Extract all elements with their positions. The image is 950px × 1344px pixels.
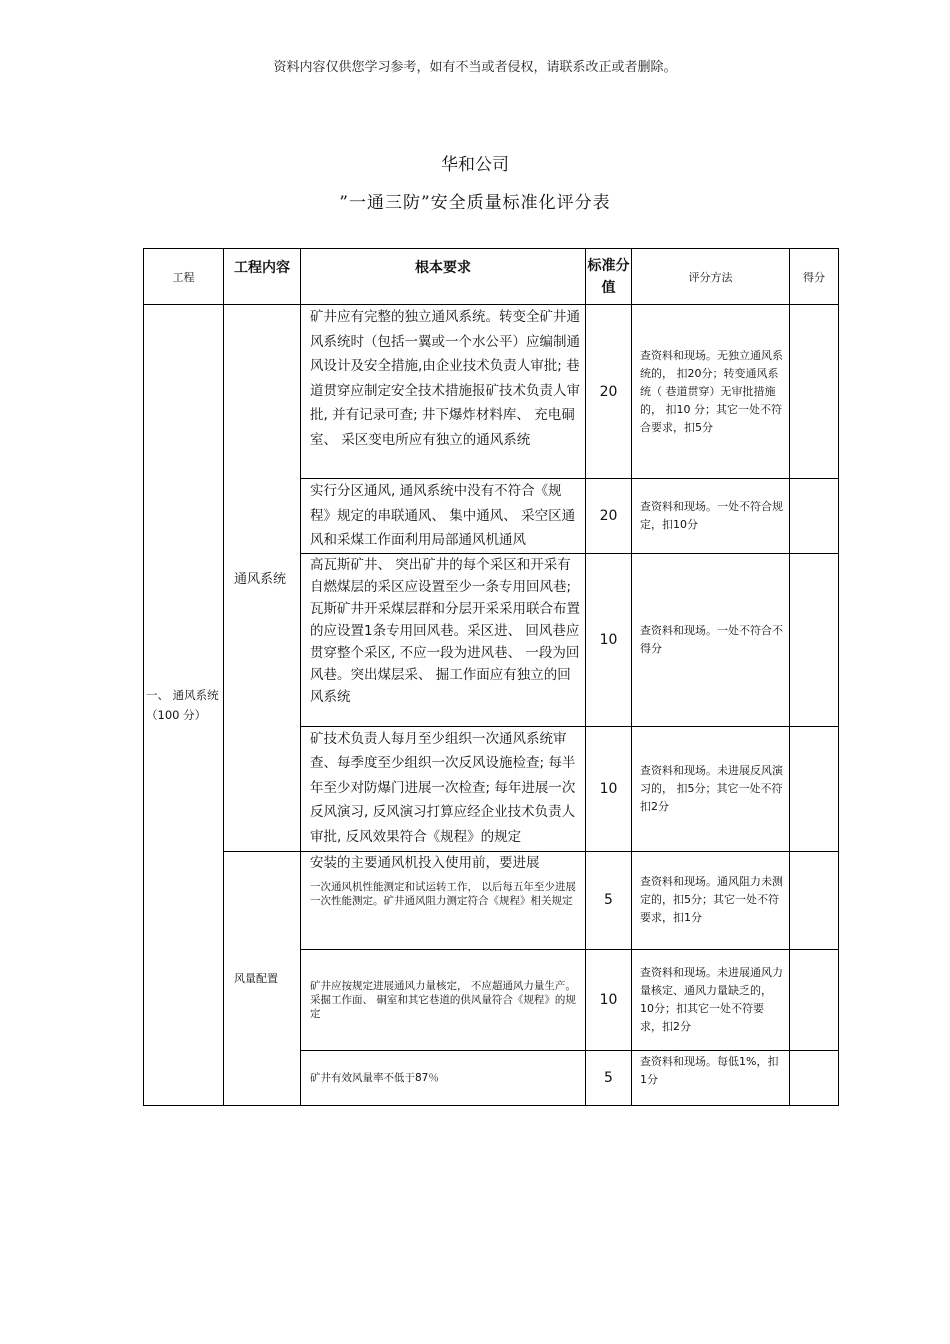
requirement-cell: 实行分区通风, 通风系统中没有不符合《规程》规定的串联通风、 集中通风、 采空区通风和采煤工作面利用局部通风机通风 [301, 479, 586, 554]
header-score: 得分 [790, 249, 839, 305]
score-input-cell[interactable] [790, 479, 839, 554]
header-row [144, 249, 839, 305]
header-content: 工程内容 [224, 249, 301, 305]
standard-score-cell: 10 [586, 726, 632, 851]
standard-score-cell: 10 [586, 553, 632, 726]
score-input-cell[interactable] [790, 1050, 839, 1105]
method-cell: 查资料和现场。每低1%，扣1分 [632, 1050, 790, 1105]
method-cell: 查资料和现场。未进展通风力量核定、通风力量缺乏的，10分；扣其它一处不符要求，扣2分 [632, 949, 790, 1050]
content-cell-ventilation: 通风系统 [224, 305, 301, 852]
header-method: 评分方法 [632, 249, 790, 305]
requirement-cell: 矿井应有完整的独立通风系统。转变全矿井通风系统时（包括一翼或一个水公平）应编制通风设计及安全措施,由企业技术负责人审批; 巷道贯穿应制定安全技术措施报矿技术负责人审批, 并有记录可查; 井下爆炸材料库、 充电硐室、 采区变电所应有独立的通风系统 [301, 305, 586, 479]
standard-score-cell: 5 [586, 851, 632, 949]
requirement-cell: 矿井应按规定进展通风力量核定， 不应超通风力量生产。采掘工作面、 硐室和其它巷道的供风量符合《规程》的规定 [301, 949, 586, 1050]
header-standard: 标准分值 [586, 249, 632, 305]
score-input-cell[interactable] [790, 949, 839, 1050]
requirement-cell: 高瓦斯矿井、 突出矿井的每个采区和开采有自燃煤层的采区应设置至少一条专用回风巷; 瓦斯矿井开采煤层群和分层开采采用联合布置的应设置1条专用回风巷。采区进、 回风巷应贯穿整个采区, 不应一段为进风巷、 一段为回风巷。突出煤层采、 掘工作面应有独立的回风系统 [301, 553, 586, 726]
requirement-cell: 矿技术负责人每月至少组织一次通风系统审查、每季度至少组织一次反风设施检查; 每半年至少对防爆门进展一次检查; 每年进展一次反风演习, 反风演习打算应经企业技术负责人审批, 反风效果符合《规程》的规定 [301, 726, 586, 851]
method-cell: 查资料和现场。未进展反风演习的， 扣5分；其它一处不符扣2分 [632, 726, 790, 851]
table-row [144, 851, 839, 949]
page-title: ”一通三防”安全质量标准化评分表 [339, 193, 611, 213]
requirement-cell [301, 851, 586, 949]
standard-score-cell: 10 [586, 949, 632, 1050]
header-requirement: 根本要求 [301, 249, 586, 305]
requirement-lead: 安装的主要通风机投入使用前，要进展 [310, 854, 540, 871]
method-cell: 查资料和现场。一处不符合规定，扣10分 [632, 479, 790, 554]
content-cell-air-volume: 风量配置 [224, 851, 301, 1105]
company-name: 华和公司 [441, 155, 509, 175]
project-cell: 一、 通风系统（100 分） [144, 305, 224, 1106]
method-cell: 查资料和现场。通风阻力未测定的，扣5分；其它一处不符要求，扣1分 [632, 851, 790, 949]
disclaimer: 资料内容仅供您学习参考，如有不当或者侵权，请联系改正或者删除。 [273, 60, 677, 75]
requirement-cell: 矿井有效风量率不低于87％ [301, 1050, 586, 1105]
score-input-cell[interactable] [790, 726, 839, 851]
method-cell: 查资料和现场。一处不符合不得分 [632, 553, 790, 726]
score-table [143, 248, 839, 1106]
score-input-cell[interactable] [790, 553, 839, 726]
requirement-text: 一次通风机性能测定和试运转工作， 以后每五年至少进展一次性能测定。矿井通风阻力测定符合《规程》相关规定 [310, 880, 576, 907]
standard-score-cell: 20 [586, 479, 632, 554]
score-input-cell[interactable] [790, 305, 839, 479]
method-cell: 查资料和现场。无独立通风系统的， 扣20分；转变通风系统（ 巷道贯穿）无审批措施的， 扣10 分；其它一处不符合要求，扣5分 [632, 305, 790, 479]
table-row [144, 305, 839, 479]
header-project: 工程 [144, 249, 224, 305]
standard-score-cell: 5 [586, 1050, 632, 1105]
score-input-cell[interactable] [790, 851, 839, 949]
standard-score-cell: 20 [586, 305, 632, 479]
